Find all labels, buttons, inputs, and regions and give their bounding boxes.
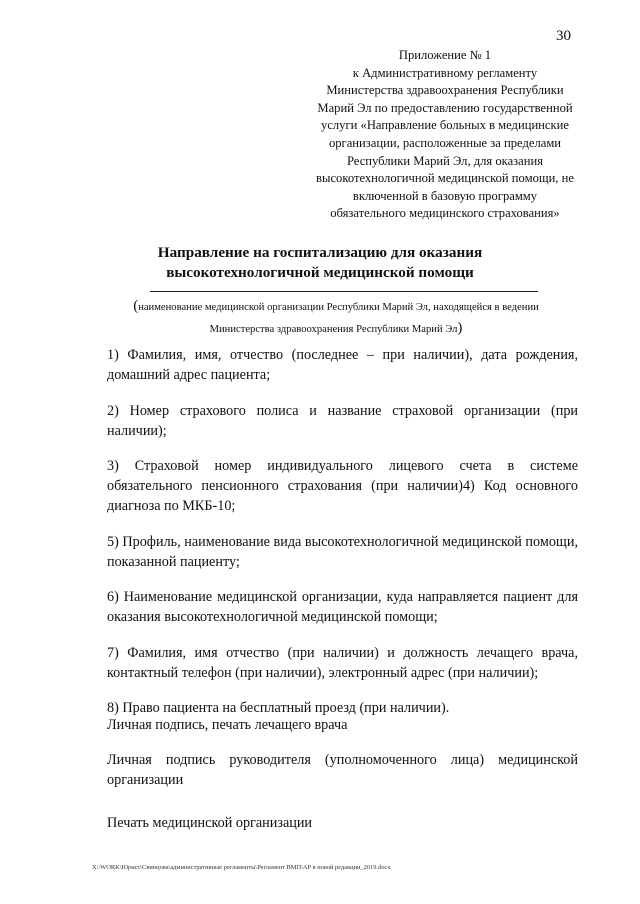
list-item: 1) Фамилия, имя, отчество (последнее – при наличии), дата рождения, домашний адрес пациента;	[107, 347, 578, 383]
list-item: 2) Номер страхового полиса и название страховой организации (при наличии);	[107, 402, 578, 439]
document-title	[90, 243, 550, 283]
appendix-line: услуги «Направление больных в медицинские	[321, 118, 569, 133]
requirements-list	[107, 345, 578, 734]
appendix-line: включенной в базовую программу	[352, 188, 538, 203]
signature-block	[107, 715, 578, 833]
appendix-line: Приложение № 1	[398, 48, 492, 62]
org-caption-line-1	[120, 296, 552, 318]
title-line: высокотехнологичной медицинской помощи	[166, 264, 474, 281]
appendix-line: организации, расположенные за пределами	[328, 135, 562, 150]
appendix-header	[300, 47, 590, 223]
appendix-line: обязательного медицинского страхования»	[330, 206, 560, 221]
appendix-line: Республики Марий Эл, для оказания	[346, 153, 544, 168]
file-path-footer: X:\WORK\Юрист\Свинцова\административные регламенты\Регламент ВМП\АР в новой редакции_2019.docx	[92, 864, 391, 871]
list-item: 7) Фамилия, имя отчество (при наличии) и должность лечащего врача, контактный телефон (при наличии), электронный адрес (при наличии);	[107, 644, 578, 681]
organization-seal-label: Печать медицинской организации	[107, 815, 313, 831]
title-line: Направление на госпитализацию для оказания	[157, 244, 483, 261]
appendix-line: Марий Эл по предоставлению государственной	[317, 100, 573, 115]
list-item: 6) Наименование медицинской организации, куда направляется пациент для оказания высокотехнологичной медицинской помощи;	[107, 589, 578, 625]
doctor-signature-label: Личная подпись, печать лечащего врача	[107, 717, 348, 733]
open-paren: (	[133, 298, 139, 314]
appendix-line: Министерства здравоохранения Республики	[326, 83, 564, 98]
organization-caption	[120, 296, 552, 340]
appendix-line: высокотехнологичной медицинской помощи, не	[316, 171, 574, 186]
head-signature-label: Личная подпись руководителя (уполномоченного лица) медицинской организации	[107, 752, 578, 788]
appendix-line: к Административному регламенту	[352, 65, 538, 80]
org-caption-text-1: наименование медицинской организации Республики Марий Эл, находящейся в ведении	[138, 302, 539, 313]
close-paren: )	[457, 320, 463, 336]
organization-fill-line	[150, 291, 538, 292]
list-item: 3) Страховой номер индивидуального лицевого счета в системе обязательного пенсионного страхования (при наличии)4) Код основного диагноза по МКБ-10;	[107, 458, 578, 514]
org-caption-line-2	[120, 318, 552, 340]
page-number: 30	[556, 28, 571, 44]
org-caption-text-2: Министерства здравоохранения Республики Марий Эл	[209, 324, 458, 335]
list-item: 5) Профиль, наименование вида высокотехнологичной медицинской помощи, показанной пациенту;	[107, 533, 578, 570]
list-item: 8) Право пациента на бесплатный проезд (при наличии).	[107, 700, 450, 716]
